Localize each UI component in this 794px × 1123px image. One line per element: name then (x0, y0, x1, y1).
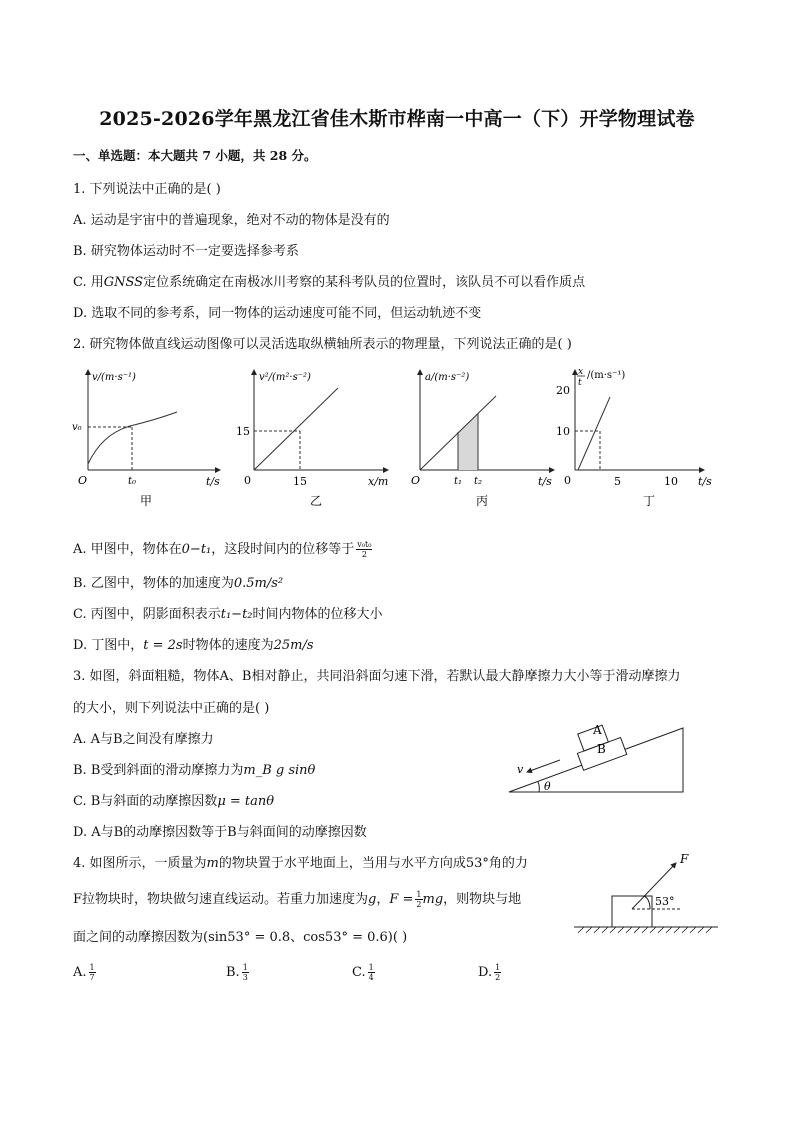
q4-stem2-post: ，则物块与地 (443, 892, 522, 907)
q4-c-num: 1 (368, 963, 374, 972)
ding-origin: 0 (564, 474, 571, 487)
q2-c-pre: C. 丙图中，阴影面积表示 (73, 607, 221, 622)
bing-ylabel: a/(m·s⁻²) (425, 372, 470, 383)
q3-b-math: m_B g sinθ (243, 763, 316, 778)
q2-a-mid: ，这段时间内的位移等于 (211, 542, 355, 557)
graph-ding (556, 367, 712, 508)
q1-c-var: GNSS (103, 275, 144, 290)
bing-caption: 丙 (476, 494, 489, 508)
q2-a-frac-num: v₀t₀ (357, 540, 372, 549)
yi-xlabel: x/m (368, 475, 389, 488)
q4-b-num: 1 (242, 963, 248, 972)
q4-block-figure (572, 849, 722, 939)
graph-bing (411, 370, 554, 508)
q4-d-label: D. (478, 965, 493, 980)
q2-d-mid: 时物体的速度为 (182, 638, 274, 653)
q1-c-post: 定位系统确定在南极冰川考察的某科考队员的位置时，该队员不可以看作质点 (143, 275, 586, 290)
q2-option-a[interactable] (73, 538, 372, 559)
bing-xlabel: t/s (538, 475, 552, 488)
q3-velocity-label: v (517, 763, 524, 776)
q4-force-label: F (680, 852, 689, 866)
q4-a-label: A. (73, 965, 87, 980)
ding-ytick20: 20 (556, 384, 570, 397)
q4-option-a[interactable] (73, 963, 96, 982)
jia-t0: t₀ (128, 476, 137, 487)
jia-origin: O (78, 474, 88, 487)
q2-stem: 2. 研究物体做直线运动图像可以灵活选取纵横轴所表示的物理量，下列说法正确的是( ) (73, 337, 572, 352)
q3-option-c[interactable] (73, 790, 274, 809)
graph-yi (236, 370, 388, 508)
q4-stem-line2: F拉物块时，物块做匀速直线运动。若重力加速度为g，F = $\frac{1}{2}$ mg，则物块与地 (73, 890, 522, 909)
q4-stem-line3: 面之间的动摩擦因数为(sin53° = 0.8、cos53° = 0.6)( ) (73, 930, 408, 945)
q4-d-num: 1 (495, 963, 501, 972)
q4-c-fraction (368, 963, 375, 982)
q4-c-den: 4 (368, 973, 374, 982)
jia-v0: v₀ (72, 422, 82, 433)
q4-d-fraction (494, 963, 501, 982)
q2-option-c[interactable] (73, 603, 383, 622)
ding-yfrac-num: x (578, 367, 584, 377)
q2-a-math: 0−t₁ (181, 542, 212, 557)
q3-block-a-label: A (593, 723, 602, 737)
q2-c-post: 时间内物体的位移大小 (252, 607, 383, 622)
q3-option-d[interactable]: D. A与B的动摩擦因数等于B与斜面间的动摩擦因数 (73, 825, 367, 840)
q3-stem-line1: 3. 如图，斜面粗糙，物体A、B相对静止，共同沿斜面匀速下滑，若默认最大静摩擦力大小等于滑动摩擦力 (73, 669, 681, 684)
ding-ytick10: 10 (556, 425, 570, 438)
q2-c-math: t₁−t₂ (220, 607, 253, 622)
q2-d-math: t = 2s (143, 638, 183, 653)
q2-d-math2: 25m/s (273, 638, 314, 653)
q4-frac-num: 1 (416, 890, 422, 899)
q4-a-num: 1 (89, 963, 95, 972)
q4-d-den: 2 (495, 973, 501, 982)
q4-stem-line1 (73, 852, 528, 871)
q3-option-a[interactable]: A. A与B之间没有摩擦力 (73, 732, 214, 747)
graph-jia (72, 370, 220, 508)
q4-angle-label: 53° (655, 895, 675, 908)
q3-theta-label: θ (544, 780, 551, 793)
q1-c-pre: C. 用 (73, 275, 104, 290)
q2-option-d[interactable] (73, 634, 314, 653)
q4-stem1-pre: 4. 如图所示，一质量为 (73, 856, 207, 871)
q4-c-label: C. (352, 965, 366, 980)
q3-c-pre: C. B与斜面的动摩擦因数 (73, 794, 218, 809)
bing-t2: t₂ (474, 476, 483, 487)
bing-origin: O (411, 474, 421, 487)
q3-stem-line2: 的大小，则下列说法中正确的是( ) (73, 701, 270, 716)
q3-incline-figure (505, 712, 690, 797)
q1-stem: 1. 下列说法中正确的是( ) (73, 182, 221, 197)
q4-stem1-m: m (206, 856, 219, 871)
page-title: 2025-2026学年黑龙江省佳木斯市桦南一中高一（下）开学物理试卷 (99, 108, 695, 130)
section-heading: 一、单选题：本大题共 7 小题，共 28 分。 (73, 148, 317, 163)
q4-b-fraction (242, 963, 249, 982)
q4-stem2-fraction (415, 890, 422, 909)
q3-b-pre: B. B受到斜面的滑动摩擦力为 (73, 763, 244, 778)
ding-xtick10: 10 (664, 475, 678, 488)
q1-option-d[interactable]: D. 选取不同的参考系，同一物体的运动速度可能不同，但运动轨迹不变 (73, 306, 482, 321)
q4-stem2-pre: F拉物块时，物块做匀速直线运动。若重力加速度为 (73, 892, 369, 907)
yi-caption: 乙 (310, 494, 323, 508)
jia-caption: 甲 (140, 494, 153, 508)
q3-block-b-label: B (597, 742, 606, 756)
q2-a-fraction (356, 540, 372, 559)
q2-option-b[interactable] (73, 572, 283, 591)
jia-ylabel: v/(m·s⁻¹) (92, 372, 136, 383)
q1-option-a[interactable]: A. 运动是宇宙中的普遍现象，绝对不动的物体是没有的 (73, 213, 390, 228)
q2-a-frac-den: 2 (361, 550, 367, 559)
yi-ylabel: v²/(m²·s⁻²) (259, 372, 311, 383)
q2-graphs-figure (70, 364, 730, 514)
q4-b-den: 3 (242, 973, 248, 982)
q3-c-math: μ = tanθ (217, 794, 275, 809)
yi-ytick: 15 (236, 425, 250, 438)
q2-a-pre: A. 甲图中，物体在 (73, 542, 182, 557)
q4-stem2-g: g (368, 892, 377, 907)
q4-stem1-post: 的物块置于水平地面上，当用与水平方向成53°角的力 (218, 856, 528, 871)
ding-xtick5: 5 (614, 475, 621, 488)
q4-a-fraction (89, 963, 96, 982)
q3-option-b[interactable] (73, 759, 315, 778)
yi-xtick: 15 (293, 475, 307, 488)
q4-option-c[interactable] (352, 963, 375, 982)
jia-xlabel: t/s (206, 475, 220, 488)
ding-caption: 丁 (643, 494, 656, 508)
q1-option-b[interactable]: B. 研究物体运动时不一定要选择参考系 (73, 244, 299, 259)
q4-frac-den: 2 (416, 900, 422, 909)
q2-b-math: 0.5m/s² (233, 576, 284, 591)
q4-stem2-f: F = (389, 892, 414, 907)
q4-a-den: 7 (89, 973, 95, 982)
q2-b-pre: B. 乙图中，物体的加速度为 (73, 576, 234, 591)
ding-ylabel: /(m·s⁻¹) (587, 370, 626, 381)
q1-option-c[interactable] (73, 271, 585, 290)
q4-stem2-mg: mg (422, 892, 444, 907)
q2-d-pre: D. 丁图中， (73, 638, 144, 653)
ding-xlabel: t/s (698, 475, 712, 488)
q4-option-b[interactable] (226, 963, 249, 982)
q4-b-label: B. (226, 965, 240, 980)
bing-t1: t₁ (454, 476, 463, 487)
ding-yfrac-den: t (578, 378, 582, 388)
q4-option-d[interactable] (478, 963, 501, 982)
yi-origin: 0 (244, 474, 251, 487)
